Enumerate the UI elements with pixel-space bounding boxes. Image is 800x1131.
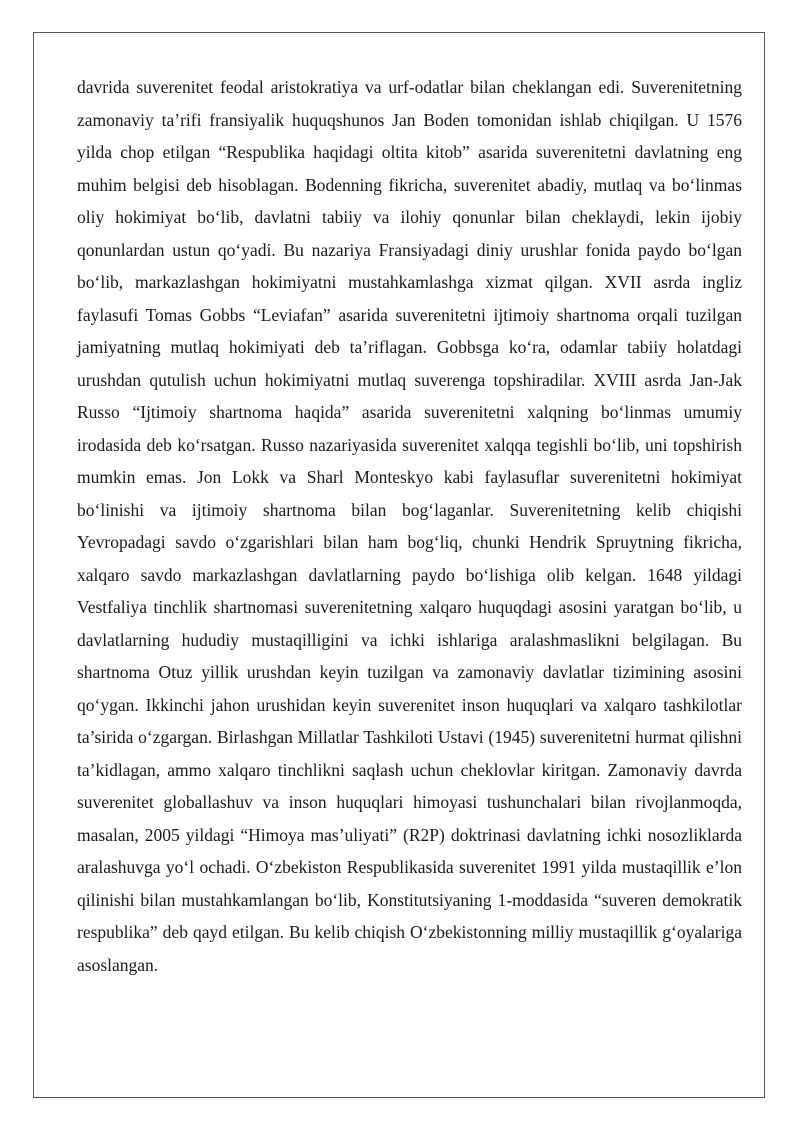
body-paragraph: davrida suverenitet feodal aristokratiya va urf-odatlar bilan cheklangan edi. Suverenitetning zamonaviy ta’rifi fransiyalik huquqshunos Jan Boden tomonidan ishlab chiqilgan. U 1576 yilda chop etilgan “Respublika haqidagi oltita kitob” asarida suverenitetni davlatning eng muhim belgisi deb hisoblagan. Bodenning fikricha, suverenitet abadiy, mutlaq va bo‘linmas oliy hokimiyat bo‘lib, davlatni tabiiy va ilohiy qonunlar bilan cheklaydi, lekin ijobiy qonunlardan ustun qo‘yadi. Bu nazariya Fransiyadagi diniy urushlar fonida paydo bo‘lgan bo‘lib, markazlashgan hokimiyatni mustahkamlashga xizmat qilgan. XVII asrda ingliz faylasufi Tomas Gobbs “Leviafan” asarida suverenitetni ijtimoiy shartnoma orqali tuzilgan jamiyatning mutlaq hokimiyati deb ta’riflagan. Gobbsga ko‘ra, odamlar tabiiy holatdagi urushdan qutulish uchun hokimiyatni mutlaq suverenga topshiradilar. XVIII asrda Jan-Jak Russo “Ijtimoiy shartnoma haqida” asarida suverenitetni xalqning bo‘linmas umumiy irodasida deb ko‘rsatgan. Russo nazariyasida suverenitet xalqqa tegishli bo‘lib, uni topshirish mumkin emas. Jon Lokk va Sharl Monteskyo kabi faylasuflar suverenitetni hokimiyat bo‘linishi va ijtimoiy shartnoma bilan bog‘laganlar. Suverenitetning kelib chiqishi Yevropadagi savdo o‘zgarishlari bilan ham bog‘liq, chunki Hendrik Spruytning fikricha, xalqaro savdo markazlashgan davlatlarning paydo bo‘lishiga olib kelgan. 1648 yildagi Vestfaliya tinchlik shartnomasi suverenitetning xalqaro huquqdagi asosini yaratgan bo‘lib, u davlatlarning hududiy mustaqilligini va ichki ishlariga aralashmaslikni belgilagan. Bu shartnoma Otuz yillik urushdan keyin tuzilgan va zamonaviy davlatlar tizimining asosini qo‘ygan. Ikkinchi jahon urushidan keyin suverenitet inson huquqlari va xalqaro tashkilotlar ta’sirida o‘zgargan. Birlashgan Millatlar Tashkiloti Ustavi (1945) suverenitetni hurmat qilishni ta’kidlagan, ammo xalqaro tinchlikni saqlash uchun cheklovlar kiritgan. Zamonaviy davrda suverenitet globallashuv va inson huquqlari himoyasi tushunchalari bilan rivojlanmoqda, masalan, 2005 yildagi “Himoya mas’uliyati” (R2P) doktrinasi davlatning ichki nosozliklarda aralashuvga yo‘l ochadi. O‘zbekiston Respublikasida suverenitet 1991 yilda mustaqillik e’lon qilinishi bilan mustahkamlangan bo‘lib, Konstitutsiyaning 1-moddasida “suveren demokratik respublika” deb qayd etilgan. Bu kelib chiqish O‘zbekistonning milliy mustaqillik g‘oyalariga asoslangan.: [77, 77, 742, 975]
